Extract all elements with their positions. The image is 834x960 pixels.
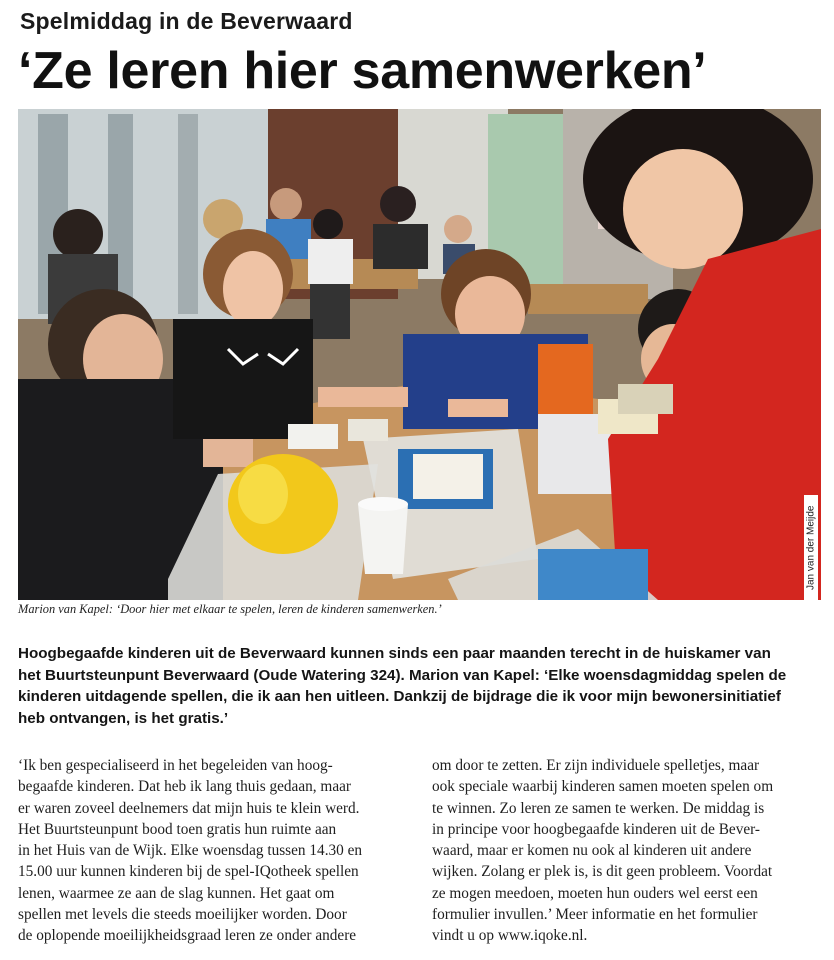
body-column-right <box>432 755 827 947</box>
body-line: wijken. Zolang er plek is, is dit geen probleem. Voordat <box>432 863 773 881</box>
body-line: de oplopende moeilijkheidsgraad leren ze onder andere <box>18 927 357 945</box>
photo-credit: Jan van der Meijde <box>804 495 818 600</box>
body-line: om door te zetten. Er zijn individuele spelletjes, maar <box>432 757 760 774</box>
body-line: begaafde kinderen. Dat heb ik lang thuis gedaan, maar <box>18 778 351 796</box>
intro-line: het Buurtsteunpunt Beverwaard (Oude Watering 324). Marion van Kapel: ‘Elke woensdagmiddag spelen de <box>18 666 787 684</box>
body-line: ook speciale waarbij kinderen samen moeten spelen om <box>432 778 774 796</box>
body-line: waard, maar er komen nu ook al kinderen uit andere <box>432 842 752 860</box>
intro-line: Hoogbegaafde kinderen uit de Beverwaard kunnen sinds een paar maanden terecht in de huiskamer van <box>18 645 771 662</box>
body-column-left <box>18 755 413 947</box>
photo-caption: Marion van Kapel: ‘Door hier met elkaar te spelen, leren de kinderen samenwerken.’ <box>18 602 442 616</box>
body-line: in het Huis van de Wijk. Elke woensdag tussen 14.30 en <box>18 842 363 860</box>
body-line: in principe voor hoogbegaafde kinderen uit de Bever- <box>432 820 761 838</box>
body-line: vindt u op www.iqoke.nl. <box>432 927 588 945</box>
body-line: 15.00 uur kunnen kinderen bij de spel-IQotheek spellen <box>18 863 359 881</box>
article-intro <box>18 643 823 729</box>
article-photo <box>18 109 821 600</box>
body-line: ze mogen meedoen, moeten hun ouders wel eerst een <box>432 884 758 902</box>
body-line: ‘Ik ben gespecialiseerd in het begeleiden van hoog- <box>18 757 333 774</box>
article-kicker: Spelmiddag in de Beverwaard <box>20 8 353 34</box>
intro-line: kinderen uitdagende spellen, die ik aan hen uitleen. Dankzij de bijdrage die ik voor mijn bewonersinitiatief <box>18 688 781 705</box>
body-line: lenen, waarmee ze aan de slag kunnen. Het gaat om <box>18 884 335 902</box>
body-line: er waren zoveel deelnemers dat mijn huis te klein werd. <box>18 799 360 817</box>
body-line: te winnen. Zo leren ze samen te werken. De middag is <box>432 799 765 817</box>
body-line: spellen met levels die steeds moeilijker worden. Door <box>18 906 347 924</box>
body-line: Het Buurtsteunpunt bood toen gratis hun ruimte aan <box>18 820 337 838</box>
article-headline: ‘Ze leren hier samenwerken’ <box>18 42 707 100</box>
intro-line: heb ontvangen, is het gratis.’ <box>18 709 229 727</box>
body-line: formulier invullen.’ Meer informatie en het formulier <box>432 906 758 924</box>
